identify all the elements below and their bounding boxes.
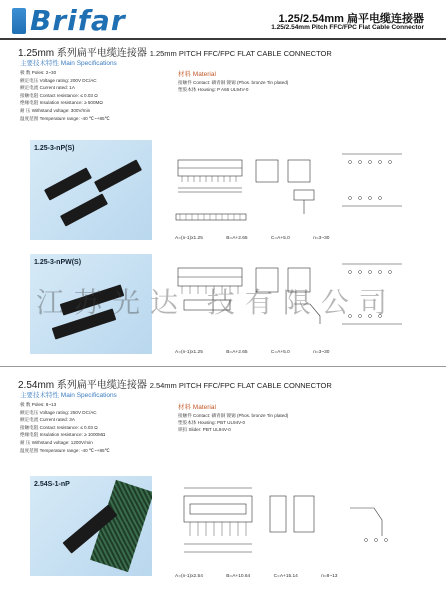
formula-term: A=(n-1)x2.54: [175, 574, 203, 579]
watermark: 江苏光达 技有限公司: [36, 286, 397, 319]
formula-term: C=A+5.0: [270, 236, 290, 241]
spec-line: 接触电阻 Contact resistance: ≤ 0.03 Ω: [20, 424, 98, 430]
product3-technical-drawing: [170, 476, 440, 572]
header-title: 1.25/2.54mm 扁平电缆连接器: [278, 13, 424, 25]
material-line: 接触件 Contact: 磷青铜 镀锡 (Phos. bronze Tin plated): [178, 80, 289, 85]
connector-image: [44, 167, 92, 200]
material-line: 塑胶本体 Housing: PBT UL94V-0: [178, 420, 246, 425]
formula-term: A=(n-1)x1.25: [175, 350, 203, 355]
spec-line: 额定电流 Current rated: 1A: [20, 85, 75, 91]
header-rule: [0, 38, 446, 40]
spec-line: 绝缘电阻 Insulation resistance: ≥ 500MΩ: [20, 100, 103, 106]
section1-spec-heading: 主要技术特性 Main Specifications: [20, 60, 117, 67]
spec-line: 极 数 Poles: 8~13: [20, 402, 57, 407]
formula-term: C=A+5.0: [270, 350, 290, 355]
formula-term: C=A+15.14: [273, 574, 298, 579]
formula-term: n=3~30: [313, 236, 330, 241]
page-header: [0, 0, 446, 40]
section1-spec-list: [20, 69, 110, 122]
spec-line: 额定电压 Voltage rating: 250V DC/AC: [20, 409, 97, 415]
formula-term: A=(n-1)x1.25: [175, 236, 203, 241]
section-divider: [0, 366, 446, 367]
header-subtitle: 1.25/2.54mm Pitch FFC/FPC Flat Cable Connector: [271, 24, 424, 31]
brand-logo: Brifar: [30, 4, 126, 37]
connector-image: [60, 193, 108, 226]
product2-label: 1.25-3-nPW(S): [34, 259, 82, 266]
section1-material-heading: 材料 Material: [178, 71, 216, 78]
material-line: 塑胶本体 Housing: P A66 UL94V-0: [178, 87, 249, 92]
formula-term: n=8~13: [321, 574, 338, 579]
spec-line: 耐 压 Withstand voltage: 1200V/min: [20, 439, 93, 445]
section2-material-list: [178, 412, 288, 433]
formula-term: n=3~30: [313, 350, 330, 355]
spec-line: 温度范围 Temperature range: -40 ℃~+85℃: [20, 447, 110, 453]
spec-line: 额定电流 Current rated: 3A: [20, 417, 75, 423]
section1-title: 1.25mm 系列扁平电缆连接器 1.25mm PITCH FFC/FPC FLAT CABLE CONNECTOR: [18, 48, 332, 59]
product1-label: 1.25-3-nP(S): [34, 145, 75, 152]
product1-photo: [30, 140, 152, 240]
spec-line: 极 数 Poles: 2~30: [20, 70, 57, 75]
spec-line: 接触电阻 Contact resistance: ≤ 0.03 Ω: [20, 92, 98, 98]
connector-image: [94, 159, 142, 192]
section2-material-heading: 材料 Material: [178, 404, 216, 411]
product3-label: 2.54S-1-nP: [34, 481, 70, 488]
spec-line: 温度范围 Temperature range: -40 ℃~+85℃: [20, 115, 110, 121]
formula-term: B=A+10.64: [226, 574, 251, 579]
spec-line: 绝缘电阻 Insulation resistance: ≥ 1000MΩ: [20, 432, 106, 438]
section2-spec-list: [20, 401, 110, 454]
formula-term: B=A+2.65: [226, 236, 248, 241]
section1-material-list: [178, 79, 288, 93]
spec-line: 耐 压 Withstand voltage: 300V/min: [20, 107, 91, 113]
product3-photo: [30, 476, 152, 576]
section2-spec-heading: 主要技术特性 Main Specifications: [20, 392, 117, 399]
formula-term: B=A+2.65: [226, 350, 248, 355]
spec-line: 额定电压 Voltage rating: 200V DC/AC: [20, 77, 97, 83]
logo-mark: [12, 8, 26, 34]
product1-technical-drawing: [170, 140, 440, 236]
material-line: 接触件 Contact: 磷青铜 镀锡 (Phos. bronze Tin plated): [178, 413, 289, 418]
product1-formula: [175, 236, 351, 241]
product3-formula: [175, 574, 359, 579]
material-line: 锁扣 Slider: PBT UL94V-0: [178, 427, 231, 432]
section2-title: 2.54mm 系列扁平电缆连接器 2.54mm PITCH FFC/FPC FLAT CABLE CONNECTOR: [18, 380, 332, 391]
product2-formula: [175, 350, 351, 355]
